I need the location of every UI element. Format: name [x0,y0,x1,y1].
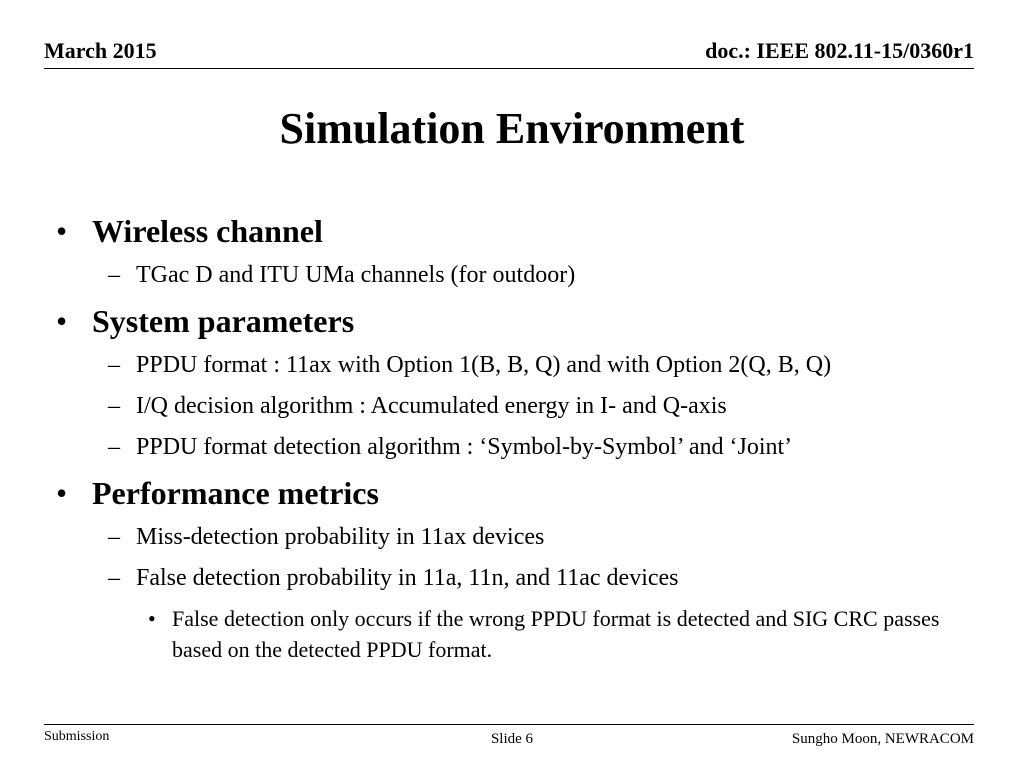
sub-bullet-text: PPDU format : 11ax with Option 1(B, B, Q) and with Option 2(Q, B, Q) [136,352,832,378]
dash-marker: – [108,565,120,591]
sub-bullet-item [108,262,576,288]
sub-bullet-text: I/Q decision algorithm : Accumulated energy in I- and Q-axis [136,393,727,419]
dash-marker: – [108,434,120,460]
bullet-marker: • [56,303,68,339]
header-doc-id: doc.: IEEE 802.11-15/0360r1 [705,38,974,63]
dash-marker: – [108,393,120,419]
bullet-marker: • [148,606,156,631]
header-date: March 2015 [44,38,157,63]
bullet-text: Wireless channel [92,213,323,249]
dash-marker: – [108,524,120,550]
bullet-marker: • [56,475,68,511]
sub-bullet-text: PPDU format detection algorithm : ‘Symbol-by-Symbol’ and ‘Joint’ [136,434,793,460]
bullet-text: Performance metrics [92,475,379,511]
sub-bullet-text: Miss-detection probability in 11ax devices [136,524,545,550]
sub-bullet-item [108,565,679,591]
sub-sub-bullet-text: False detection only occurs if the wrong PPDU format is detected and SIG CRC passes based on the detected PPDU format. [172,606,940,662]
slide-title: Simulation Environment [279,104,745,153]
footer-submission: Submission [44,729,110,744]
bullet-item [56,213,323,249]
footer-author: Sungho Moon, NEWRACOM [791,731,974,747]
bullet-text: System parameters [92,303,355,339]
sub-bullet-item [108,524,545,550]
footer-divider [44,724,974,725]
dash-marker: – [108,262,120,288]
footer-slide-number: Slide 6 [490,731,534,747]
sub-bullet-item [108,434,793,460]
bullet-marker: • [56,213,68,249]
sub-bullet-item [108,393,727,419]
bullet-item [56,303,355,339]
bullet-item [56,475,379,511]
sub-bullet-text: TGac D and ITU UMa channels (for outdoor) [136,262,576,288]
dash-marker: – [108,352,120,378]
sub-sub-bullet-item [148,603,972,665]
sub-bullet-item [108,352,832,378]
sub-bullet-text: False detection probability in 11a, 11n, and 11ac devices [136,565,679,591]
